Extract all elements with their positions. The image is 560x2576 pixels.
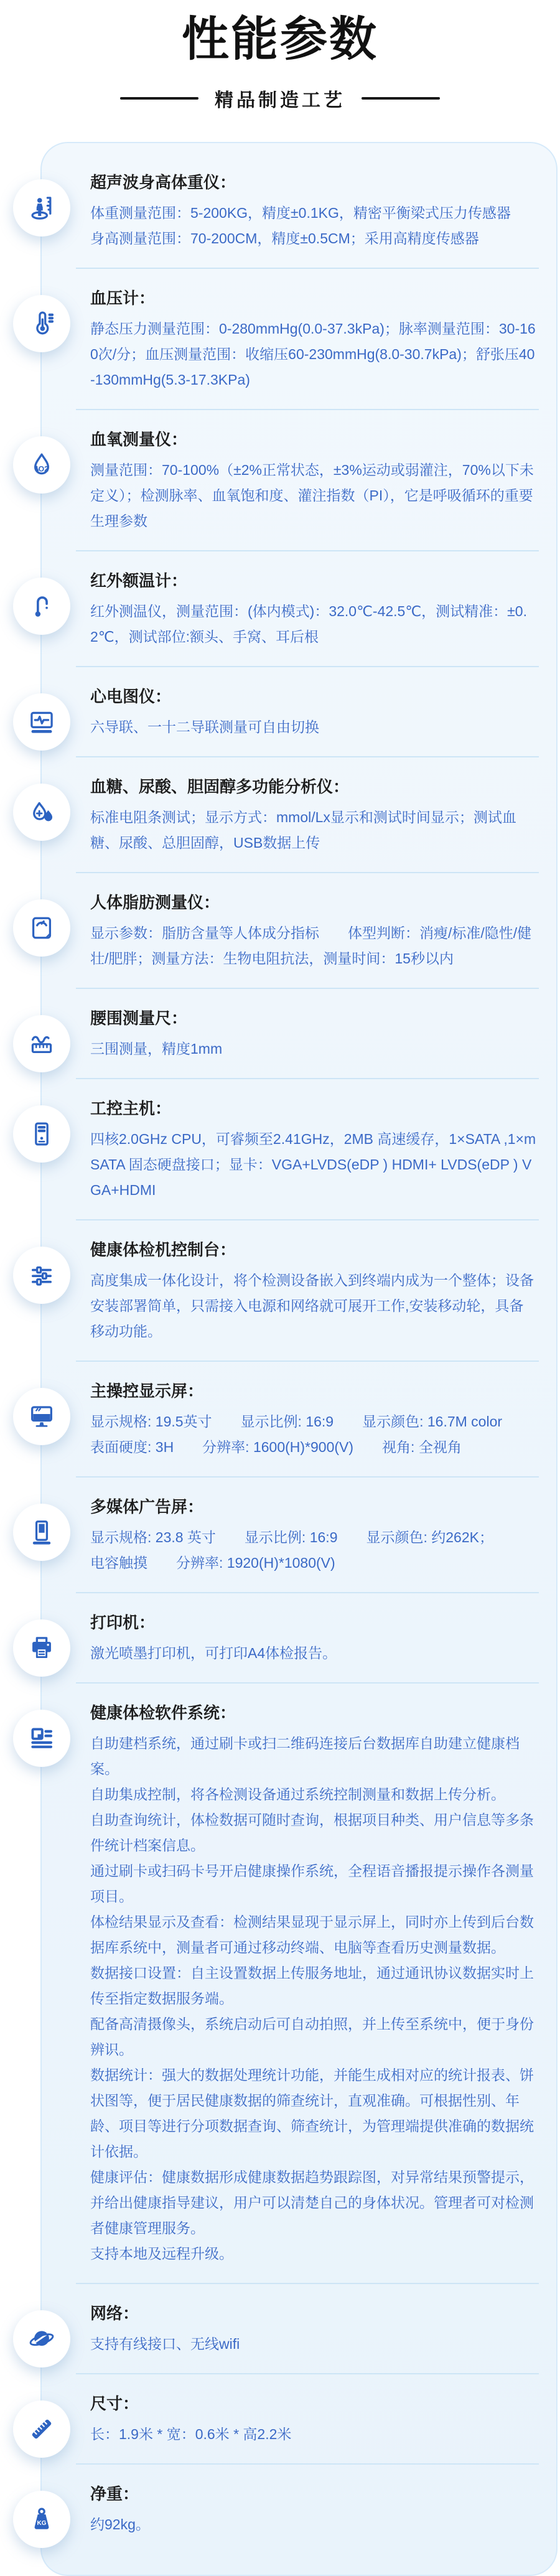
section-line: 自助查询统计，体检数据可随时查询，根据项目种类、用户信息等多条件统计档案信息。 xyxy=(90,1812,534,1853)
section-title: 打印机： xyxy=(90,1613,156,1632)
blood-glucose-analyzer-icon xyxy=(13,784,70,841)
section-divider xyxy=(76,2463,539,2465)
svg-text:O2: O2 xyxy=(38,464,49,474)
main-display-icon xyxy=(13,1388,70,1445)
ad-screen-icon xyxy=(13,1504,70,1561)
section-line: 显示规格: 19.5英寸 显示比例: 16:9 显示颜色: 16.7M color xyxy=(90,1413,503,1430)
section-line: 测量范围：70-100%（±2%正常状态，±3%运动或弱灌注，70%以下未定义）；检测脉率、血氧饱和度、灌注指数（PI），它是呼吸循环的重要生理参数 xyxy=(90,462,534,529)
section-infrared-thermometer xyxy=(90,569,538,666)
section-title: 尺寸： xyxy=(90,2394,139,2413)
section-divider xyxy=(76,1592,539,1593)
section-title: 多媒体广告屏： xyxy=(90,1497,204,1516)
section-line: 显示参数：脂肪含量等人体成分指标 体型判断：消瘦/标准/隐性/健壮/肥胖；测量方法：生物电阻抗法，测量时间：15秒以内 xyxy=(90,925,532,967)
section-title: 血压计： xyxy=(90,289,156,307)
section-waist-ruler xyxy=(90,1006,538,1078)
section-divider xyxy=(76,1476,539,1478)
subtitle-row xyxy=(0,85,560,112)
console-sliders-icon xyxy=(13,1247,70,1304)
dimension-ruler-icon xyxy=(13,2400,70,2458)
section-divider xyxy=(76,409,539,410)
section-line: 激光喷墨打印机，可打印A4体检报告。 xyxy=(90,1645,337,1661)
printer-icon xyxy=(13,1619,70,1677)
section-title: 腰围测量尺： xyxy=(90,1009,188,1028)
section-title: 健康体检软件系统： xyxy=(90,1703,236,1722)
section-line: 配备高清摄像头，系统启动后可自动拍照，并上传至系统中，便于身份辨识。 xyxy=(90,2016,534,2058)
section-line: 高度集成一体化设计，将个检测设备嵌入到终端内成为一个整体；设备安装部署简单，只需接入电源和网络就可展开工作,安装移动轮，具备移动功能。 xyxy=(90,1272,534,1339)
section-line: 身高测量范围：70-200CM，精度±0.5CM；采用高精度传感器 xyxy=(90,230,479,246)
section-title: 工控主机： xyxy=(90,1099,172,1118)
section-title: 主操控显示屏： xyxy=(90,1382,204,1400)
section-line: 支持本地及远程升级。 xyxy=(90,2246,233,2262)
waist-ruler-icon xyxy=(13,1015,70,1072)
section-title: 健康体检机控制台： xyxy=(90,1240,236,1259)
section-title: 净重： xyxy=(90,2485,139,2503)
section-line: 红外测温仪，测量范围：(体内模式)：32.0℃-42.5℃，测试精准：±0.2℃，测试部位:额头、手窝、耳后根 xyxy=(90,603,527,645)
infrared-thermometer-icon xyxy=(13,578,70,635)
net-weight-icon xyxy=(13,2491,70,2548)
section-line: 电容触摸 分辨率: 1920(H)*1080(V) xyxy=(90,1555,335,1571)
page-subtitle: 精品制造工艺 xyxy=(215,90,345,111)
section-main-display xyxy=(90,1379,538,1476)
section-line: 三围测量，精度1mm xyxy=(90,1041,223,1057)
section-console xyxy=(90,1238,538,1361)
section-title: 心电图仪： xyxy=(90,687,172,706)
section-printer xyxy=(90,1611,538,1682)
section-line: 显示规格: 23.8 英寸 显示比例: 16:9 显示颜色: 约262K； xyxy=(90,1529,493,1545)
section-line: 通过刷卡或扫码卡号开启健康操作系统，全程语音播报提示操作各测量项目。 xyxy=(90,1863,534,1904)
industrial-pc-icon xyxy=(13,1105,70,1163)
section-body-fat xyxy=(90,891,538,988)
section-divider xyxy=(76,1682,539,1684)
section-line: 体重测量范围：5-200KG，精度±0.1KG，精密平衡梁式压力传感器 xyxy=(90,205,511,221)
section-divider xyxy=(76,550,539,551)
network-icon xyxy=(13,2310,70,2368)
height-weight-icon xyxy=(13,179,70,237)
section-divider xyxy=(76,1219,539,1220)
page-title: 性能参数 xyxy=(182,13,378,66)
software-system-icon xyxy=(13,1710,70,1767)
section-title: 网络： xyxy=(90,2304,139,2323)
section-line: 自助建档系统，通过刷卡或扫二维码连接后台数据库自助建立健康档案。 xyxy=(90,1735,520,1777)
section-title: 人体脂肪测量仪： xyxy=(90,893,220,912)
section-glucose-analyzer xyxy=(90,775,538,872)
section-divider xyxy=(76,988,539,989)
section-line: 体检结果显示及查看：检测结果显现于显示屏上，同时亦上传到后台数据库系统中，测量者可通过移动终端、电脑等查看历史测量数据。 xyxy=(90,1914,534,1955)
page-header xyxy=(0,0,560,112)
section-divider xyxy=(76,268,539,269)
section-dimensions xyxy=(90,2392,538,2463)
section-line: 健康评估：健康数据形成健康数据趋势跟踪图，对异常结果预警提示，并给出健康指导建议，用户可以清楚自己的身体状况。管理者可对检测者健康管理服务。 xyxy=(90,2169,534,2236)
ecg-icon xyxy=(13,693,70,751)
subtitle-right-dash xyxy=(362,97,440,100)
blood-oxygen-icon xyxy=(13,436,70,494)
section-divider xyxy=(76,756,539,757)
section-title: 超声波身高体重仪： xyxy=(90,173,236,192)
section-divider xyxy=(76,1361,539,1362)
section-divider xyxy=(76,872,539,873)
section-line: 表面硬度: 3H 分辨率: 1600(H)*900(V) 视角: 全视角 xyxy=(90,1439,462,1455)
section-software-system xyxy=(90,1701,538,2283)
section-line: 数据统计：强大的数据处理统计功能，并能生成相对应的统计报表、饼状图等，便于居民健康数据的筛查统计，直观准确。可根据性别、年龄、项目等进行分项数据查询、筛查统计，为管理端提供准确的数据统计依据。 xyxy=(90,2067,534,2160)
section-divider xyxy=(76,2373,539,2374)
blood-pressure-icon xyxy=(13,295,70,352)
section-line: 约92kg。 xyxy=(90,2516,150,2532)
section-title: 红外额温计： xyxy=(90,571,188,590)
section-ad-screen xyxy=(90,1495,538,1592)
section-divider xyxy=(76,2283,539,2284)
section-line: 长：1.9米 * 宽：0.6米 * 高2.2米 xyxy=(90,2426,292,2442)
section-line: 静态压力测量范围：0-280mmHg(0.0-37.3kPa)；脉率测量范围：30-160次/分；血压测量范围：收缩压60-230mmHg(8.0-30.7kPa)；舒张压40-130mmHg(5.3-17.3KPa) xyxy=(90,321,536,388)
subtitle-left-dash xyxy=(120,97,198,100)
section-title: 血氧测量仪： xyxy=(90,430,188,449)
section-network xyxy=(90,2302,538,2373)
section-industrial-pc xyxy=(90,1097,538,1219)
section-blood-oxygen xyxy=(38,428,538,550)
body-fat-scale-icon xyxy=(13,899,70,957)
spec-card xyxy=(37,142,558,2576)
section-line: 四核2.0GHz CPU，可睿频至2.41GHz，2MB 高速缓存，1×SATA ,1×mSATA 固态硬盘接口；显卡：VGA+LVDS(eDP ) HDMI+ LVDS(eDP ) VGA+HDMI xyxy=(90,1131,536,1198)
svg-text:KG: KG xyxy=(37,2519,47,2527)
section-line: 数据接口设置：自主设置数据上传服务地址，通过通讯协议数据实时上传至指定数据服务端。 xyxy=(90,1965,534,2007)
section-blood-pressure xyxy=(90,286,538,409)
section-net-weight xyxy=(37,2482,538,2554)
section-height-weight xyxy=(90,171,538,268)
section-title: 血糖、尿酸、胆固醇多功能分析仪： xyxy=(90,777,350,796)
section-line: 支持有线接口、无线wifi xyxy=(90,2336,240,2352)
section-divider xyxy=(76,1078,539,1079)
section-divider xyxy=(76,666,539,667)
section-line: 标准电阻条测试；显示方式：mmol/Lx显示和测试时间显示；测试血糖、尿酸、总胆固醇，USB数据上传 xyxy=(90,809,516,851)
section-ecg xyxy=(90,685,538,756)
section-line: 六导联、一十二导联测量可自由切换 xyxy=(90,719,319,735)
section-line: 自助集成控制，将各检测设备通过系统控制测量和数据上传分析。 xyxy=(90,1786,505,1802)
